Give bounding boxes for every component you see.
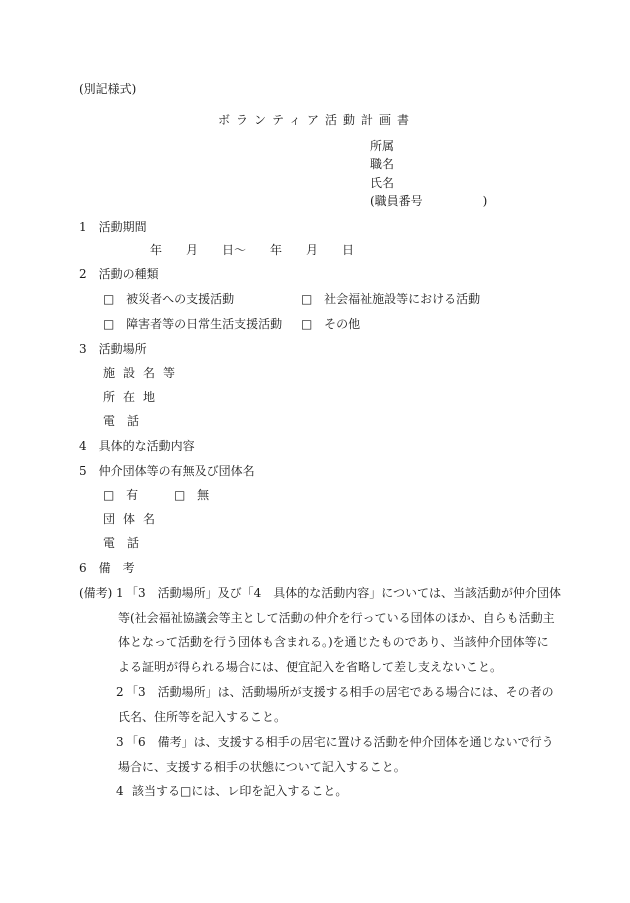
option-other: その他 [324,317,361,331]
section3-heading: 3 活動場所 [79,342,147,356]
note2-number: 2 [116,685,124,699]
group-phone-label: 電 話 [103,536,140,550]
note4-number: 4 [116,784,124,798]
section4-heading: 4 具体的な活動内容 [79,439,195,453]
affiliation-label: 所属 [370,139,395,153]
note3-number: 3 [116,735,124,749]
note1-line: 体となって活動を行う団体も含まれる。)を通じたものであり、当該仲介団体等に [118,635,549,649]
note3-line: 「6 備考」は、支援する相手の居宅に置ける活動を仲介団体を通じないで行う [126,735,554,749]
checkbox-icon: □ [174,488,186,502]
option-welfare-facility: 社会福祉施設等における活動 [324,292,481,306]
option-disaster-support: 被災者への支援活動 [126,292,235,306]
option-no: 無 [197,488,210,502]
checkbox-disaster-support[interactable] [103,292,234,306]
checkbox-other[interactable] [301,317,360,331]
activity-period: 年 月 日〜 年 月 日 [150,243,355,257]
note4-line: 該当する□には、レ印を記入すること。 [132,784,348,798]
name-label: 氏名 [370,176,395,190]
group-name-label: 団体名 [103,512,164,526]
note1-number: 1 [116,586,124,600]
note2-line: 「3 活動場所」は、活動場所が支援する相手の居宅である場合には、その者の [126,685,554,699]
section5-heading: 5 仲介団体等の有無及び団体名 [79,464,255,478]
staff-number-label: (職員番号 ) [370,194,488,208]
section1-heading: 1 活動期間 [79,220,147,234]
document-title: ボランティア活動計画書 [218,113,416,127]
checkbox-icon: □ [301,292,313,306]
checkbox-icon: □ [301,317,313,331]
location-phone-label: 電 話 [103,414,140,428]
option-daily-life-support: 障害者等の日常生活支援活動 [126,317,283,331]
note2-line: 氏名、住所等を記入すること。 [118,710,287,724]
checkbox-daily-life-support[interactable] [103,317,282,331]
form-label: (別記様式) [79,82,137,96]
position-label: 職名 [370,157,395,171]
checkbox-icon: □ [103,317,115,331]
checkbox-icon: □ [103,488,115,502]
notes-label: (備考) [79,586,113,600]
note1-line: 「3 活動場所」及び「4 具体的な活動内容」については、当該活動が仲介団体 [126,586,562,600]
facility-name-label: 施設名等 [103,366,184,380]
checkbox-icon: □ [103,292,115,306]
checkbox-intermediary-no[interactable] [174,488,209,502]
note1-line: 等(社会福祉協議会等主として活動の仲介を行っている団体のほか、自らも活動主 [118,611,555,625]
note1-line: よる証明が得られる場合には、便宜記入を省略して差し支えないこと。 [118,660,503,674]
section6-heading: 6 備 考 [79,561,135,575]
location-label: 所在地 [103,390,164,404]
option-yes: 有 [126,488,139,502]
checkbox-welfare-facility[interactable] [301,292,480,306]
section2-heading: 2 活動の種類 [79,267,159,281]
note3-line: 場合に、支援する相手の状態について記入すること。 [118,760,406,774]
checkbox-intermediary-yes[interactable] [103,488,138,502]
